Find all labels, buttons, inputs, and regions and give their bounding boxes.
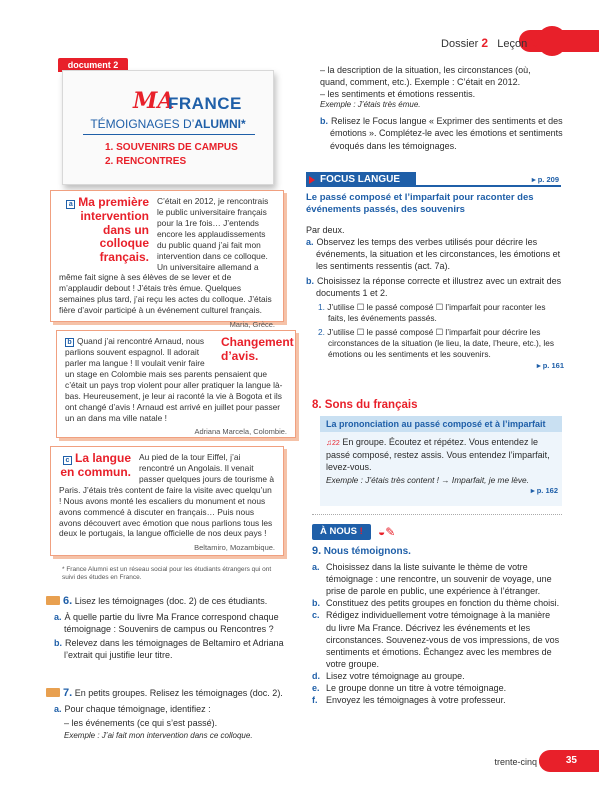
activity-instruction: Lisez les témoignages (doc. 2) de ces étudiants.	[74, 596, 268, 606]
continued-line-3: – les sentiments et émotions ressentis.	[320, 89, 476, 100]
dossier-number: 2	[481, 36, 489, 50]
item-letter: a.	[54, 703, 62, 714]
document-tag: document 2	[58, 58, 128, 72]
activity-9	[312, 544, 562, 707]
activity-7-a1: – les événements (ce qui s’est passé).	[64, 717, 218, 728]
focus-b	[306, 275, 564, 299]
focus-intro: Par deux.	[306, 224, 345, 235]
book-subtitle-pre: TÉMOIGNAGES D’	[90, 117, 195, 131]
testimony-letter: a	[66, 200, 75, 209]
book-item-1: 1. SOUVENIRS DE CAMPUS	[105, 142, 238, 153]
testimony-text: Quand j’ai rencontré Arnaud, nous parlions souvent espagnol. Il adorait parler ma langue ! Il voulait venir faire un stage en Colombie mais ses parents pensaient que c’était un pays trop violent pour aller pratiquer la langue là-bas. Heureusement, je leur ai raconté la vie à Bogota et ils ont changé d’avis ! Arnaud est arrivé en juillet pour passer un an dans ma ville natale !	[65, 336, 283, 423]
book-title: FRANCE	[168, 94, 242, 113]
continued-line-1: – la description de la situation, les circonstances (où,	[320, 65, 531, 75]
testimony-title: La langue en commun.	[60, 451, 131, 479]
item-letter: a.	[312, 561, 320, 572]
headphones-icon[interactable]: ♫	[326, 438, 332, 447]
testimony-signature: Adriana Marcela, Colombie.	[194, 427, 287, 437]
focus-langue-label	[306, 172, 416, 187]
activity-9-item	[312, 670, 562, 682]
sons-example: Exemple : J’étais très content ! → Imparfait, je me lève.	[326, 475, 529, 486]
page-reference[interactable]: ▸ p. 161	[536, 360, 564, 370]
activity-9-item	[312, 561, 562, 597]
sons-instruction	[326, 436, 558, 473]
focus-b-text: Choisissez la réponse correcte et illustrez avec un extrait des documents 1 et 2.	[316, 276, 562, 299]
sons-subtitle: La prononciation au passé composé et à l’imparfait	[320, 416, 562, 432]
activity-7-a	[46, 703, 296, 715]
dossier-label: Dossier	[441, 38, 479, 50]
focus-langue-header	[306, 172, 561, 187]
track-number: 22	[332, 440, 340, 447]
sons-body	[326, 436, 558, 496]
testimony-letter: c	[63, 456, 72, 465]
testimony-letter: b	[65, 338, 74, 347]
activity-9-item-text: Constituez des petits groupes en fonction du thème choisi.	[326, 598, 560, 609]
activity-9-item	[312, 609, 562, 670]
testimony-a	[50, 190, 284, 330]
page-number: 35	[565, 755, 577, 766]
item-number: 1.	[318, 301, 328, 312]
continued-line-4: Exemple : J’étais très émue.	[320, 100, 421, 110]
activity-7-example: Exemple : J’ai fait mon intervention dans ce colloque.	[64, 731, 253, 741]
activity-7-b	[320, 115, 570, 151]
activity-9-item	[312, 682, 562, 694]
activity-9-item-text: Envoyez les témoignages à votre professeur.	[326, 695, 506, 706]
testimony-a-heading	[59, 196, 149, 265]
testimony-signature: Beltamiro, Mozambique.	[194, 543, 275, 553]
activity-6-b-text: Relevez dans les témoignages de Beltamiro et Adriana l’extrait qui justifie leur titre.	[64, 638, 284, 661]
activity-number: 9.	[312, 545, 322, 557]
activity-9-item-text: Lisez votre témoignage au groupe.	[326, 671, 465, 682]
item-number: 2.	[318, 326, 328, 337]
activity-7-continued	[320, 64, 570, 152]
focus-label-text: FOCUS LANGUE	[320, 174, 400, 185]
item-letter: d.	[312, 671, 320, 682]
book-ma-logo: MA	[133, 88, 175, 114]
book-divider	[83, 134, 255, 135]
activity-6-a-text: À quelle partie du livre Ma France correspond chaque témoignage : Souvenirs de campus ou Rencontres ?	[64, 611, 279, 634]
page-word: trente-cinq	[494, 757, 537, 767]
item-letter: b.	[306, 276, 314, 287]
activity-instruction: En petits groupes. Relisez les témoignages (doc. 2).	[74, 688, 283, 698]
item-letter: c.	[312, 610, 320, 621]
section-divider	[312, 514, 562, 515]
item-letter: b.	[320, 116, 328, 127]
item-letter: a.	[54, 611, 62, 622]
focus-b1	[306, 302, 564, 324]
activity-number: 8.	[312, 399, 322, 411]
triangle-icon	[309, 176, 315, 184]
testimony-b-heading	[221, 335, 294, 364]
testimony-c	[50, 446, 284, 556]
sons-heading	[312, 398, 417, 414]
lecon-label: Leçon	[497, 38, 528, 50]
focus-title: Le passé composé et l’imparfait pour raconter des événements passés, des souvenirs	[306, 192, 534, 215]
activity-7-a-text: Pour chaque témoignage, identifiez :	[64, 703, 211, 714]
activity-6	[46, 594, 296, 661]
page-reference[interactable]: ▸ p. 162	[530, 486, 558, 496]
page-reference[interactable]: ▸ p. 209	[531, 175, 559, 184]
footer-decoration-circle	[539, 752, 557, 770]
header-breadcrumb	[441, 35, 537, 52]
focus-b1-text: J’utilise ☐ le passé composé ☐ l’imparfait pour raconter les faits, les événements passés.	[327, 301, 546, 323]
item-letter: f.	[312, 695, 318, 706]
item-letter: b.	[54, 638, 62, 649]
mouth-pencil-icon: ◒✎	[378, 525, 396, 539]
activity-number: 6.	[63, 595, 73, 607]
testimony-text: C’était en 2012, je rencontrais le public universitaire français pour la 1re fois… J’entends encore les applaudissements du public quand j’ai fait mon intervention dans ce colloque. Un universitaire allemand a même fait signe à ses élèves de se lever et de m’applaudir debout ! J’étais très émue. Quelques semaines plus tard, j’ai reçu les actes du colloque. J’étais fière d’avoir participé à un événement culturel français.	[59, 196, 272, 316]
sons-text: En groupe. Écoutez et répétez. Vous entendez le passé composé, restez assis. Vous entendez l’imparfait, levez-vous.	[326, 437, 550, 472]
activity-9-item	[312, 597, 562, 609]
activity-6-a	[46, 611, 296, 635]
header-decoration-circle	[537, 26, 567, 56]
book-icon	[46, 688, 60, 697]
focus-b2	[306, 327, 564, 361]
item-letter: b.	[312, 598, 320, 609]
testimony-title: Ma première intervention dans un colloque français.	[78, 195, 149, 265]
focus-langue-body	[306, 192, 564, 371]
continued-line-2: quand, comment, etc.). Exemple : C’était en 2012.	[320, 77, 521, 88]
testimony-c-heading	[59, 452, 131, 480]
book-item-2: 2. RENCONTRES	[105, 156, 187, 167]
testimony-title: Changement d’avis.	[221, 335, 294, 363]
testimony-signature: Maria, Grèce.	[229, 320, 275, 330]
a-nous-badge	[312, 524, 371, 540]
sons-title: Sons du français	[324, 399, 418, 411]
activity-9-title: Nous témoignons.	[323, 546, 411, 557]
activity-6-b	[46, 637, 296, 661]
activity-7	[46, 686, 296, 742]
focus-b2-text: J’utilise ☐ le passé composé ☐ l’imparfait pour décrire les circonstances de la situation (le lieu, la date, l’heure, etc.), les émotions ou les sentiments et les souvenirs.	[327, 326, 554, 360]
testimony-text: Au pied de la tour Eiffel, j’ai rencontré un Angolais. Il venait passer quelques jours de tourisme à Paris. J’étais très content de faire la visite avec quelqu’un ! Nous avons monté les escaliers du monument et nous avons commencé à discuter en français… Puis nous avons découvert avec émotion que nous parlions tous les deux le portugais, la langue officielle de nos deux pays !	[59, 452, 275, 539]
book-subtitle-bold: ALUMNI*	[194, 117, 246, 131]
lecon-number: 3	[530, 36, 537, 50]
testimony-b	[56, 330, 296, 438]
activity-7-b-text: Relisez le Focus langue « Exprimer des sentiments et des émotions ». Complétez-le avec les émotions et sentiments évoqués dans les témoignages.	[330, 116, 563, 151]
activity-9-item	[312, 694, 562, 706]
book-cover	[62, 70, 274, 185]
activity-9-heading	[312, 544, 562, 559]
activity-number: 7.	[63, 687, 73, 699]
activity-9-item-text: Le groupe donne un titre à votre témoignage.	[326, 683, 507, 694]
footnote: * France Alumni est un réseau social pour les étudiants étrangers qui ont suivi des études en France.	[62, 566, 272, 582]
activity-9-item-text: Rédigez individuellement votre témoignage à la manière du livre Ma France. Décrivez les événements et les circonstances. Souvenez-vous de vos impressions, de vos sentiments et émotions. Échangez avec les membres de votre groupe.	[326, 610, 560, 669]
a-nous-label: À NOUS	[320, 526, 357, 537]
activity-9-item-text: Choisissez dans la liste suivante le thème de votre témoignage : une rencontre, un souvenir de voyage, une prise de parole en public, une expérience à l’étranger.	[326, 561, 552, 597]
focus-a-text: Observez les temps des verbes utilisés pour décrire les événements, la situation et les circonstances, les émotions et les sentiments ressentis (act. 7a).	[316, 236, 561, 272]
item-letter: e.	[312, 683, 320, 694]
item-letter: a.	[306, 236, 314, 247]
book-icon	[46, 596, 60, 605]
focus-a	[306, 236, 564, 272]
exclamation-icon: !	[359, 526, 363, 537]
book-subtitle	[73, 116, 263, 132]
